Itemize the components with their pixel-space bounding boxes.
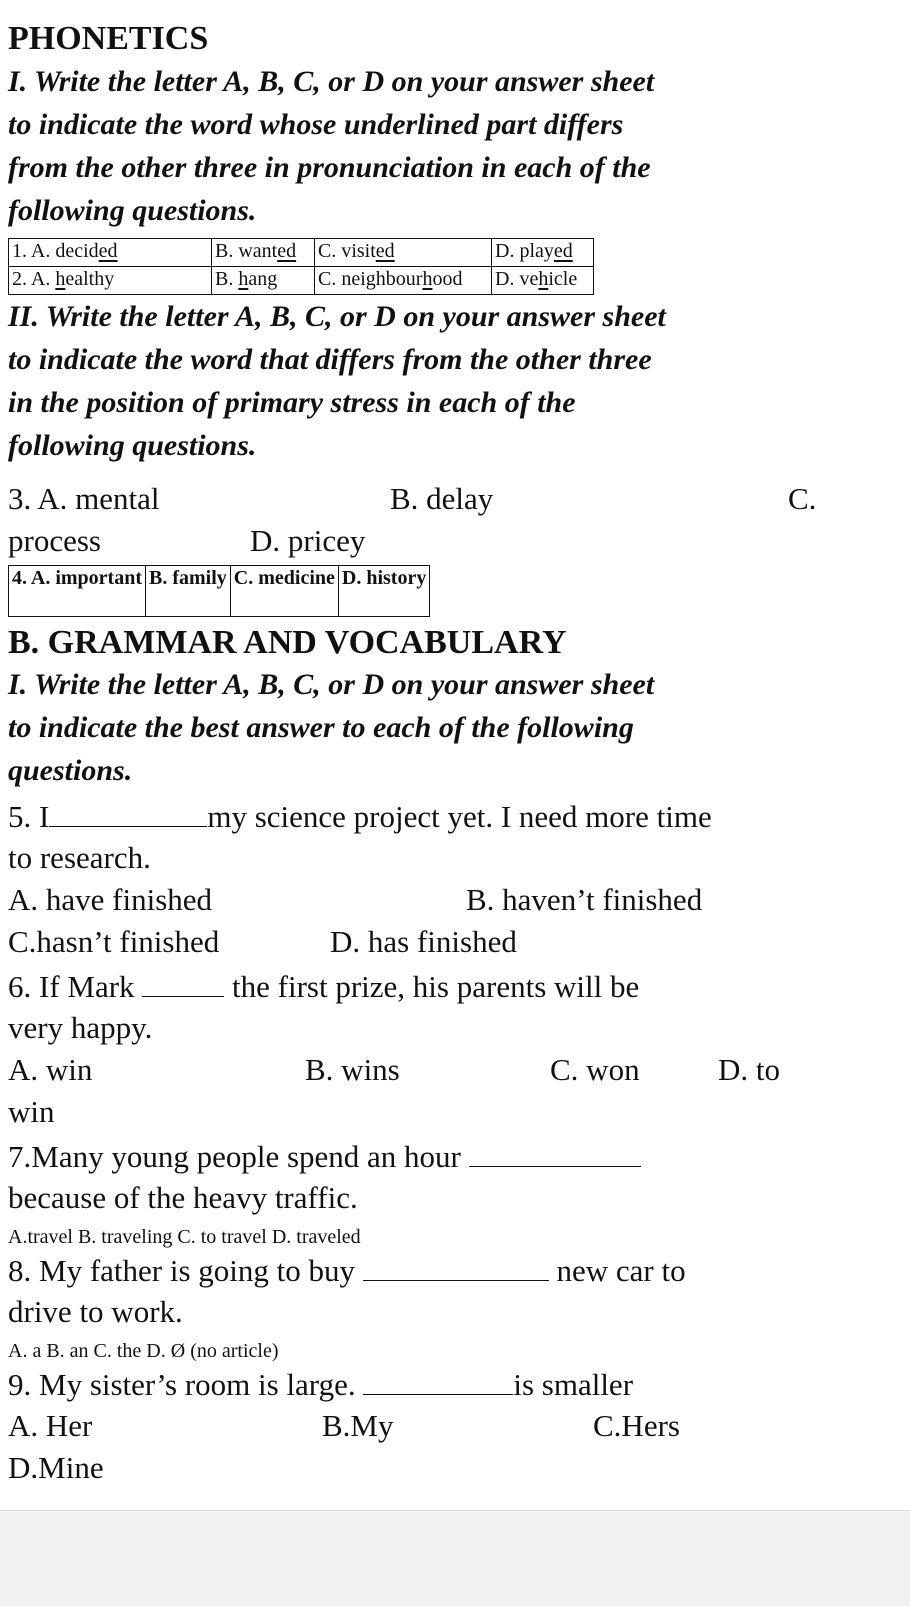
answer-blank (469, 1138, 641, 1167)
pronunciation-table (8, 238, 594, 295)
table-row (9, 267, 594, 295)
table-cell: B. wanted (212, 239, 315, 267)
q3-option-d: D. pricey (250, 523, 366, 558)
q8-stem: 8. My father is going to buy new car to (8, 1252, 686, 1288)
q6-option-d-cont: win (8, 1094, 55, 1129)
q5-option-a: A. have finished (8, 882, 213, 917)
q6-stem: 6. If Mark the first prize, his parents will be (8, 968, 640, 1004)
answer-blank (142, 968, 224, 997)
q7-stem-cont: because of the heavy traffic. (8, 1180, 358, 1215)
q9-option-c: C.Hers (593, 1408, 680, 1443)
q5-stem: 5. I my science project yet. I need more time (8, 798, 712, 834)
table-cell: 2. A. healthy (9, 267, 212, 295)
empty-bottom-area (0, 1510, 910, 1606)
q6-stem-cont: very happy. (8, 1010, 153, 1045)
grammar-title: B. GRAMMAR AND VOCABULARY (8, 624, 567, 661)
q3-option-c-word: process (8, 523, 101, 558)
phonetics-instruction-line: from the other three in pronunciation in each of the (8, 151, 651, 184)
table-cell: C. visited (315, 239, 492, 267)
q5-option-c: C.hasn’t finished (8, 924, 220, 959)
q9-option-d: D.Mine (8, 1450, 104, 1485)
table-cell: D. history (338, 566, 429, 617)
q3-option-a: 3. A. mental (8, 481, 160, 516)
grammar-instruction-line: I. Write the letter A, B, C, or D on your answer sheet (8, 668, 655, 701)
q6-option-b: B. wins (305, 1052, 400, 1087)
q8-stem-cont: drive to work. (8, 1294, 183, 1329)
table-row (9, 239, 594, 267)
table-cell: 4. A. important (9, 566, 146, 617)
q5-option-d: D. has finished (330, 924, 517, 959)
q7-options: A.travel B. traveling C. to travel D. traveled (8, 1226, 361, 1248)
stress-table (8, 565, 430, 617)
stress-instruction-line: following questions. (8, 429, 257, 462)
q5-option-b: B. haven’t finished (466, 882, 703, 917)
stress-instruction-line: II. Write the letter A, B, C, or D on your answer sheet (8, 300, 666, 333)
q5-stem-cont: to research. (8, 840, 151, 875)
table-cell: D. vehicle (492, 267, 594, 295)
table-cell: D. played (492, 239, 594, 267)
table-cell: B. family (146, 566, 231, 617)
q6-option-d: D. to (718, 1052, 780, 1087)
q6-option-a: A. win (8, 1052, 93, 1087)
q8-options: A. a B. an C. the D. Ø (no article) (8, 1340, 279, 1362)
stress-instruction-line: in the position of primary stress in each of the (8, 386, 576, 419)
table-cell: C. medicine (230, 566, 338, 617)
stress-instruction-line: to indicate the word that differs from the other three (8, 343, 652, 376)
q9-option-a: A. Her (8, 1408, 93, 1443)
phonetics-instruction-line: to indicate the word whose underlined part differs (8, 108, 624, 141)
phonetics-title: PHONETICS (8, 20, 209, 57)
q9-stem: 9. My sister’s room is large. is smaller (8, 1366, 634, 1402)
q6-option-c: C. won (550, 1052, 640, 1087)
q7-stem: 7.Many young people spend an hour (8, 1138, 641, 1175)
answer-blank (363, 1366, 513, 1395)
q3-option-b: B. delay (390, 481, 494, 516)
phonetics-instruction-line: following questions. (8, 194, 257, 227)
grammar-instruction-line: to indicate the best answer to each of the following (8, 711, 634, 744)
table-cell: C. neighbourhood (315, 267, 492, 295)
answer-blank (363, 1252, 549, 1281)
q3-option-c: C. (788, 481, 817, 516)
table-row (9, 566, 430, 617)
table-cell: B. hang (212, 267, 315, 295)
table-cell: 1. A. decided (9, 239, 212, 267)
q9-option-b: B.My (322, 1408, 394, 1443)
phonetics-instruction-line: I. Write the letter A, B, C, or D on your answer sheet (8, 65, 655, 98)
grammar-instruction-line: questions. (8, 754, 133, 787)
answer-blank (49, 798, 207, 827)
